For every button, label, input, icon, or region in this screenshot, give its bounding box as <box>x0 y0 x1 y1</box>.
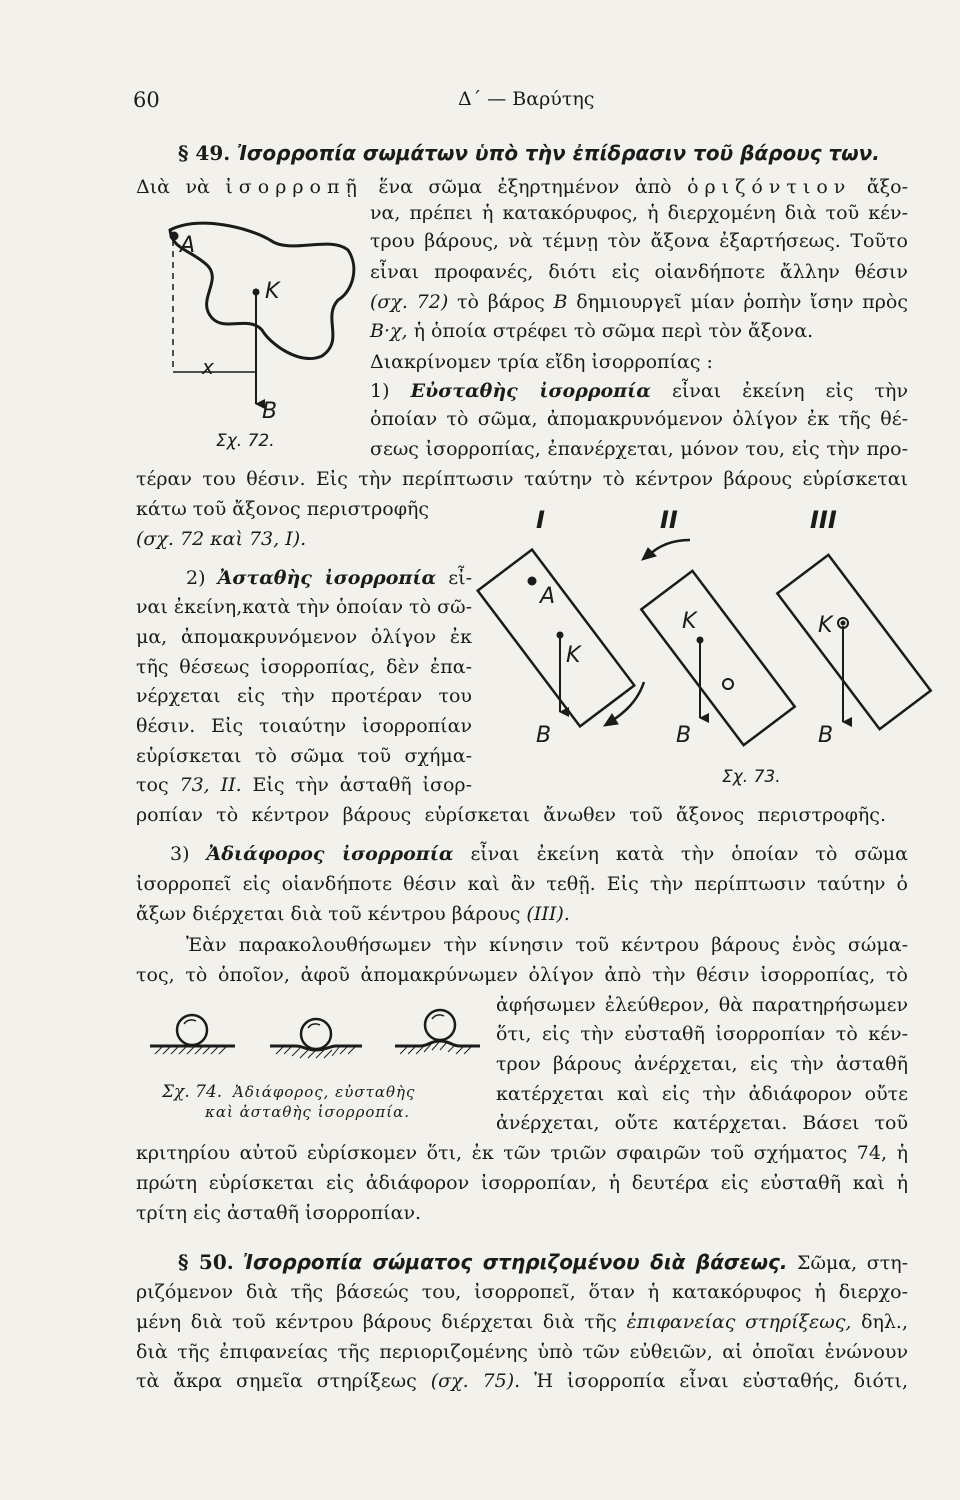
page-number: 60 <box>133 88 160 112</box>
s49-line-7: Διακρίνομεν τρία εἴδη ἰσορροπίας : <box>370 351 713 373</box>
s50-line-2: ριζόμενον διὰ τῆς βάσεώς του, ἰσορροπεῖ, ὅταν ἡ κατακόρυφος ἡ διερχο- <box>136 1281 908 1303</box>
text-run: εἶναι ἐκείνη κατὰ τὴν ὁποίαν τὸ σῶμα <box>453 843 908 865</box>
text-run: δημιουργεῖ μίαν ῥοπὴν ἴσην πρὸς <box>567 291 908 313</box>
fig73-roman-III: III <box>810 506 837 534</box>
s49-line-28: ἀφήσωμεν ἐλεύθερον, θὰ παρατηρήσωμεν <box>496 994 908 1016</box>
text-run: ἡ ὁποία στρέφει τὸ σῶμα περὶ τὸν ἄξονα. <box>407 320 814 342</box>
fig74-caption-line-1 <box>162 1082 415 1102</box>
s49-line-2: να, πρέπει ἡ κατακόρυφος, ἡ διερχομένη διὰ τοῦ κέν- <box>370 202 908 224</box>
s49-line-34: πρώτη εὑρίσκεται εἰς ἀδιάφορον ἰσορροπίαν, ἡ δευτέρα εἰς εὐσταθῆ καὶ ἡ <box>136 1172 908 1194</box>
text-run: τος <box>136 774 180 796</box>
fig73-roman-I: I <box>536 506 545 534</box>
s49-line-4: εἶναι προφανές, διότι εἰς οἱανδήποτε ἄλλην θέσιν <box>370 261 908 283</box>
fig73-label-K2: K <box>682 609 697 634</box>
text-run: Διὰ νὰ <box>136 176 226 198</box>
fig72-label-A: A <box>180 233 196 258</box>
fig-ref: (III). <box>526 903 570 925</box>
section-50-number: § 50. <box>178 1250 234 1274</box>
s49-line-13: (σχ. 72 καὶ 73, I). <box>136 528 307 550</box>
text-run: 2) <box>186 567 218 589</box>
fig73-body-I <box>478 550 635 727</box>
fig74-caption-text-1: Ἀδιάφορος, εὐσταθὴς <box>232 1083 416 1101</box>
s49-line-12: κάτω τοῦ ἄξονος περιστροφῆς <box>136 498 430 520</box>
s49-line-31: κατέρχεται καὶ εἰς τὴν ἀδιάφορον οὔτε <box>496 1083 908 1105</box>
fig-ref: (σχ. 75). <box>430 1370 521 1392</box>
s49-line-32: ἀνέρχεται, οὔτε κατέρχεται. Βάσει τοῦ <box>496 1112 908 1134</box>
text-run: 1) <box>370 380 411 402</box>
s49-line-10: σεως ἰσορροπίας, ἐπανέρχεται, μόνον του, εἰς τὴν προ- <box>370 438 908 460</box>
s49-line-3: τρου βάρους, νὰ τέμνῃ τὸν ἄξονα ἐξαρτήσεως. Τοῦτο <box>370 230 908 252</box>
s49-line-27: τος, τὸ ὁποῖον, ἀφοῦ ἀπομακρύνωμεν ὀλίγον ἀπὸ τὴν θέσιν ἰσορροπίας, τὸ <box>136 964 908 986</box>
fig72-label-K: K <box>265 279 280 304</box>
fig72-label-x: x <box>202 355 214 379</box>
figure-74 <box>150 1010 480 1058</box>
fig73-roman-II: II <box>660 506 678 534</box>
term-indifferent: Ἀδιάφορος ἰσορροπία <box>206 843 454 865</box>
fig73-label-B2: B <box>676 723 692 748</box>
s49-line-33: κριτηρίου αὐτοῦ εὑρίσκομεν ὅτι, ἐκ τῶν τριῶν σφαιρῶν τοῦ σχήματος 74, ἡ <box>136 1142 908 1164</box>
fig73-caption: Σχ. 73. <box>722 767 781 787</box>
fig73-body-II <box>641 571 794 745</box>
s49-line-9: ὁποίαν τὸ σῶμα, ἀπομακρυνόμενον ὀλίγον ἐκ τῆς θέ- <box>370 408 908 430</box>
text-run: δηλ., <box>851 1311 909 1333</box>
text-run: Ἡ ἰσορροπία εἶναι εὐσταθής, διότι, <box>520 1370 908 1392</box>
fig72-center-point <box>253 289 259 295</box>
fig73-label-K1: K <box>566 643 581 668</box>
text-run: Σῶμα, στη- <box>797 1252 909 1274</box>
symbol: B <box>553 291 568 313</box>
section-49-title: Ἰσορροπία σωμάτων ὑπὸ τὴν ἐπίδρασιν τοῦ βάρους των. <box>237 141 880 165</box>
text-run: τὰ ἄκρα σημεῖα στηρίξεως <box>136 1370 431 1392</box>
s49-line-11: τέραν του θέσιν. Εἰς τὴν περίπτωσιν ταύτην τὸ κέντρον βάρους εὑρίσκεται <box>136 468 908 490</box>
fig73-label-K3: K <box>818 613 833 638</box>
s49-line-30: τρον βάρους ἀνέρχεται, εἰς τὴν ἀσταθῆ <box>496 1053 908 1075</box>
s49-line-19: θέσιν. Εἰς τοιαύτην ἰσορροπίαν <box>136 715 472 737</box>
text-run: Εἰς τὴν ἀσταθῆ ἰσορ- <box>241 774 472 796</box>
text-run: τὸ βάρος <box>448 291 554 313</box>
symbol: B·χ, <box>370 320 408 342</box>
text-run: ἕνα σῶμα ἐξηρτημένον ἀπὸ <box>362 176 688 198</box>
s49-line-18: νέρχεται εἰς τὴν προτέραν του <box>136 685 472 707</box>
text-run: ἄξο- <box>851 176 908 198</box>
fig73-label-B1: B <box>536 723 552 748</box>
fig72-axis-point <box>170 232 178 240</box>
s49-line-24: ἰσορροπεῖ εἰς οἱανδήποτε θέσιν καὶ ἂν τεθῇ. Εἰς τὴν περίπτωσιν ταύτην ὁ <box>136 873 908 895</box>
figure-72 <box>170 223 354 451</box>
fig-ref: (σχ. 72) <box>370 291 449 313</box>
fig73-label-B3: B <box>818 723 834 748</box>
s49-line-15: ναι ἐκείνη,κατὰ τὴν ὁποίαν τὸ σῶ- <box>136 596 472 618</box>
s49-line-17: τῆς θέσεως ἰσορροπίας, δὲν ἐπα- <box>136 656 472 678</box>
text-run: μένη διὰ τοῦ κέντρου βάρους διέρχεται διὰ τῆς <box>136 1311 627 1333</box>
running-title: Δ΄ — Βαρύτης <box>458 88 595 110</box>
s50-line-4: διὰ τῆς ἐπιφανείας τῆς περιοριζομένης ὑπὸ τῶν εὐθειῶν, αἱ ὁποῖαι ἑνώνουν <box>136 1341 908 1363</box>
spaced-word: ὁριζόντιον <box>687 176 852 198</box>
fig72-label-B: B <box>262 399 278 424</box>
s49-line-29: ὅτι, εἰς τὴν εὐσταθῆ ἰσορροπίαν τὸ κέν- <box>496 1023 908 1045</box>
text-run: εἶ- <box>436 567 472 589</box>
term-support-surface: ἐπιφανείας στηρίξεως, <box>626 1311 852 1333</box>
text-run: ἄξων διέρχεται διὰ τοῦ κέντρου βάρους <box>136 903 527 925</box>
term-stable: Εὐσταθὴς ἰσορροπία <box>410 380 651 402</box>
section-50-title: Ἰσορροπία σώματος στηριζομένου διὰ βάσεως. <box>243 1250 788 1274</box>
text-run: 3) <box>170 843 207 865</box>
fig73-center-I <box>557 632 563 638</box>
s49-line-26: Ἐὰν παρακολουθήσωμεν τὴν κίνησιν τοῦ κέντρου βάρους ἑνὸς σώμα- <box>186 934 908 956</box>
fig72-caption: Σχ. 72. <box>216 431 275 451</box>
fig73-body-III <box>777 555 930 729</box>
s49-line-22: ροπίαν τὸ κέντρον βάρους εὑρίσκεται ἄνωθεν τοῦ ἄξονος περιστροφῆς. <box>136 804 886 826</box>
section-49-number: § 49. <box>178 141 231 165</box>
fig-ref: 73, II. <box>179 774 242 796</box>
fig73-center-II <box>723 679 733 689</box>
term-unstable: Ἀσταθὴς ἰσορροπία <box>217 567 437 589</box>
figure-73 <box>478 506 931 787</box>
text-run: εἶναι ἐκείνη εἰς τὴν <box>650 380 908 402</box>
fig74-caption-line-2: καὶ ἀσταθὴς ἰσορροπία. <box>205 1103 411 1121</box>
fig73-axis-I <box>528 577 536 585</box>
s49-line-35: τρίτη εἰς ἀσταθῆ ἰσορροπίαν. <box>136 1202 422 1224</box>
fig73-label-A: A <box>540 584 556 609</box>
s49-line-20: εὑρίσκεται τὸ σῶμα τοῦ σχήμα- <box>136 745 472 767</box>
s49-line-16: μα, ἀπομακρυνόμενον ὀλίγον ἐκ <box>136 626 472 648</box>
spaced-word: ἰσορροπῇ <box>225 176 363 198</box>
fig72-body-outline <box>170 223 354 358</box>
fig74-caption-number: Σχ. 74. <box>162 1082 223 1102</box>
fig73-rotation-arrow-bottom <box>610 682 644 722</box>
